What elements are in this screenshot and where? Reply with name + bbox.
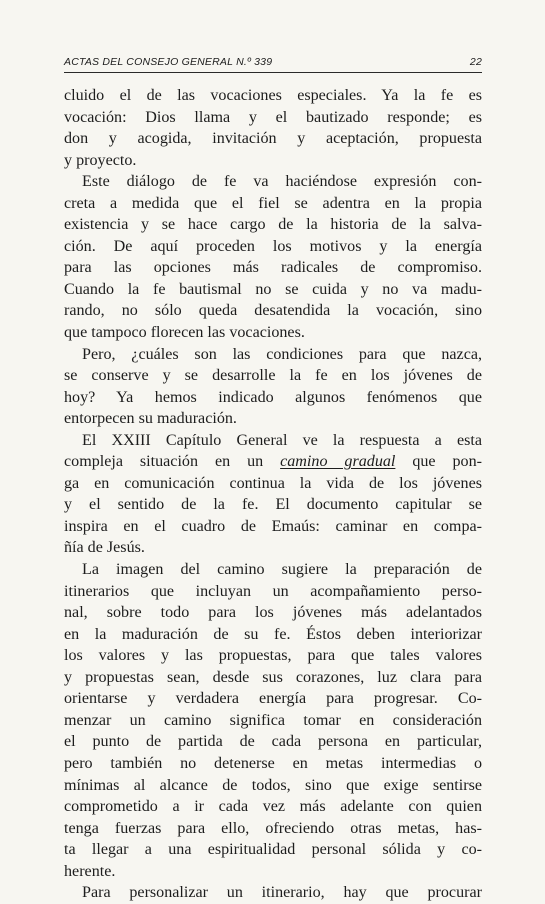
text-line: existencia y se hace cargo de la historia de la salva- [64, 216, 482, 234]
text-line: ta llegar a una espiritualidad personal sólida y co- [64, 841, 482, 859]
text-line: menzar un camino significa tomar en consideración [64, 711, 482, 729]
text-line: El XXIII Capítulo General ve la respuesta a esta [82, 431, 482, 449]
text-line: Este diálogo de fe va haciéndose expresión con- [82, 173, 482, 191]
text-line: los valores y las propuestas, para que tales valores [64, 647, 482, 665]
text-line: inspira en el cuadro de Emaús: caminar en compa- [64, 517, 482, 535]
text-line: y proyecto. [64, 151, 137, 169]
text-line: tenga fuerzas para ello, ofreciendo otras metas, has- [64, 819, 482, 837]
text-line: itinerarios que incluyan un acompañamiento perso- [64, 582, 482, 600]
text-line: nal, sobre todo para los jóvenes más adelantados [64, 604, 482, 622]
emphasized-text: camino gradual [280, 453, 396, 471]
text-line [64, 451, 482, 473]
text-line: ñía de Jesús. [64, 539, 145, 557]
text-line: para las opciones más radicales de compromiso. [64, 259, 482, 277]
text-line: ción. De aquí proceden los motivos y la energía [64, 237, 482, 255]
running-header [64, 56, 482, 73]
text-line: orientarse y verdadera energía para progresar. Co- [64, 690, 482, 708]
text-line: Pero, ¿cuáles son las condiciones para que nazca, [82, 345, 482, 363]
text-line: mínimas al alcance de todos, sino que exige sentirse [64, 776, 482, 794]
body-text [64, 85, 482, 904]
text-line: se conserve y se desarrolle la fe en los jóvenes de [64, 367, 482, 385]
text-segment: compleja situación en un [64, 453, 281, 471]
text-line: hoy? Ya hemos indicado algunos fenómenos que [64, 388, 482, 406]
text-line: rando, no sólo queda desatendida la vocación, sino [64, 302, 482, 320]
text-line: el punto de partida de cada persona en particular, [64, 733, 482, 751]
text-line: pero también no detenerse en metas intermedias o [64, 754, 482, 772]
text-line: comprometido a ir cada vez más adelante con quien [64, 798, 482, 816]
text-line: vocación: Dios llama y el bautizado responde; es [64, 108, 482, 126]
text-line: entorpecen su maduración. [64, 410, 237, 428]
text-line: herente. [64, 862, 116, 880]
text-line: Para personalizar un itinerario, hay que procurar [82, 884, 482, 902]
text-line: y propuestas sean, desde sus corazones, luz clara para [64, 668, 482, 686]
text-line: Cuando la fe bautismal no se cuida y no va madu- [64, 280, 482, 298]
text-line: que tampoco florecen las vocaciones. [64, 324, 305, 342]
page-number: 22 [469, 56, 482, 68]
text-line: y el sentido de la fe. El documento capitular se [64, 496, 482, 514]
text-line: ga en comunicación continua la vida de los jóvenes [64, 474, 482, 492]
running-title: ACTAS DEL CONSEJO GENERAL N.º 339 [64, 56, 273, 68]
text-line: La imagen del camino sugiere la preparación de [82, 561, 482, 579]
text-line: don y acogida, invitación y aceptación, propuesta [64, 130, 482, 148]
text-line: cluido el de las vocaciones especiales. Ya la fe es [64, 87, 482, 104]
text-segment: que pon- [395, 453, 482, 471]
text-line: en la maduración de su fe. Éstos deben interiorizar [64, 625, 482, 643]
text-line: creta a medida que el fiel se adentra en la propia [64, 194, 482, 212]
